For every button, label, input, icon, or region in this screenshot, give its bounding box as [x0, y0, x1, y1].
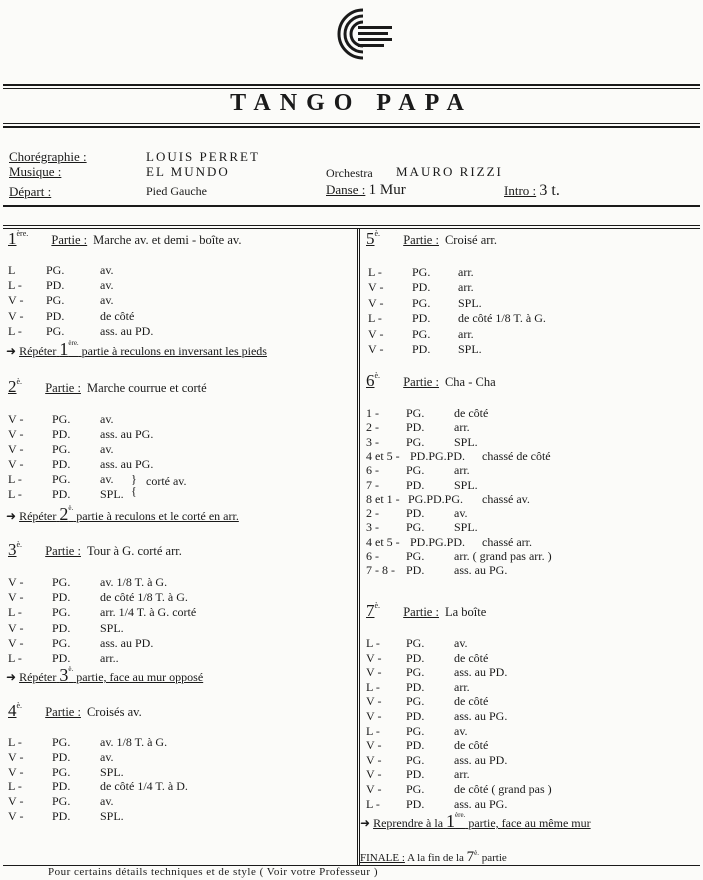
step-count: V -	[8, 794, 24, 809]
step-foot: PD.PG.PD.	[410, 534, 466, 549]
step-action: arr.	[458, 326, 474, 341]
step-count: L	[8, 263, 16, 277]
step-foot: PG.	[406, 463, 425, 478]
step-foot: PG.	[406, 782, 425, 796]
step-count: V -	[368, 326, 384, 341]
step-foot: PG.	[412, 265, 431, 279]
step-count: V -	[366, 665, 382, 680]
step-foot: PD.	[406, 679, 425, 694]
title-rule-bottom	[3, 123, 700, 124]
step-action: arr..	[100, 651, 119, 665]
section-2-heading: $2^{è.}$ Partie : Marche courrue et corté	[8, 377, 207, 396]
step-action: ass. au PG.	[454, 796, 508, 811]
step-count: 7 -	[366, 477, 379, 492]
step-count: V -	[366, 694, 382, 709]
finale-label: FINALE :	[360, 852, 405, 864]
step-action: de côté	[100, 308, 135, 323]
intro-field: Intro : 3 t.	[504, 182, 560, 199]
step-action: av. 1/8 T. à G.	[100, 735, 168, 749]
danse-field: Danse : 1 Mur	[326, 182, 406, 198]
step-foot: PG.	[406, 549, 425, 563]
step-count: V -	[8, 575, 24, 589]
step-action: de côté	[454, 694, 489, 709]
depart-label: Départ :	[9, 184, 52, 199]
finale-note: FINALE : A la fin de la $7^{è.}$ partie	[360, 849, 507, 865]
step-count: V -	[8, 590, 24, 605]
step-count: V -	[368, 295, 384, 310]
section-7-repeat: ➜ Reprendre à la $1^{ère.}$ partie, face au même mur	[360, 811, 591, 831]
step-action: ass. au PD.	[454, 665, 508, 680]
step-count: 1 -	[366, 406, 379, 420]
step-foot: PG.	[46, 323, 65, 338]
step-action: ass. au PG.	[100, 427, 154, 441]
step-count: 2 -	[366, 420, 379, 435]
corte-bracket: } {	[131, 472, 137, 498]
step-count: 7 - 8 -	[366, 563, 395, 578]
step-count: 6 -	[366, 463, 379, 478]
step-action: arr. ( grand pas arr. )	[454, 549, 552, 563]
step-action: ass. au PD.	[100, 323, 154, 338]
step-foot: PD.	[406, 709, 425, 723]
step-foot: PD.	[52, 590, 71, 605]
step-count: V -	[8, 620, 24, 635]
step-foot: PD.	[52, 809, 71, 823]
step-count: V -	[366, 650, 382, 665]
step-foot: PG.	[412, 295, 431, 310]
step-count: L -	[366, 723, 380, 738]
step-action: arr.	[458, 265, 474, 279]
step-count: L -	[8, 278, 22, 293]
section-2-repeat: ➜ Répéter $2^{è.}$ partie à reculons et le corté en arr.	[6, 504, 239, 524]
step-action: de côté 1/8 T. à G.	[100, 590, 188, 605]
step-count: L -	[8, 735, 22, 749]
step-action: arr.	[454, 767, 470, 782]
step-count: V -	[8, 442, 24, 456]
step-foot: PG.	[406, 694, 425, 709]
step-action: SPL.	[100, 487, 124, 501]
step-count: 2 -	[366, 506, 379, 521]
page-title: TANGO PAPA	[230, 90, 473, 116]
step-count: V -	[8, 293, 24, 308]
step-count: V -	[366, 767, 382, 782]
step-foot: PG.	[52, 442, 71, 456]
step-foot: PG.	[52, 764, 71, 779]
orchestra-value: MAURO RIZZI	[396, 164, 503, 179]
step-count: V -	[366, 752, 382, 767]
step-foot: PG.	[52, 735, 71, 749]
section-3-heading: $3^{è.}$ Partie : Tour à G. corté arr.	[8, 540, 182, 559]
step-count: 6 -	[366, 549, 379, 563]
step-count: L -	[368, 265, 382, 279]
step-foot: PG.	[52, 412, 71, 426]
step-foot: PD.	[46, 278, 65, 293]
step-foot: PG.	[52, 575, 71, 589]
step-foot: PD.	[52, 487, 71, 501]
step-foot: PD.	[46, 308, 65, 323]
step-action: SPL.	[454, 520, 478, 535]
step-action: av.	[100, 442, 114, 456]
section-1-repeat: ➜ Répéter $1^{ère.}$ partie à reculons en inversant les pieds	[6, 339, 267, 359]
step-foot: PD.	[406, 650, 425, 665]
step-action: de côté	[454, 650, 489, 665]
music-label: Musique :	[9, 164, 62, 179]
step-foot: PG.	[46, 293, 65, 308]
step-foot: PG.	[406, 636, 425, 650]
step-count: V -	[8, 308, 24, 323]
step-action: arr.	[454, 463, 470, 478]
step-foot: PD.	[52, 779, 71, 794]
step-foot: PD.PG.PD.	[410, 448, 466, 463]
step-foot: PD.	[406, 738, 425, 753]
step-action: av.	[100, 749, 114, 764]
step-foot: PD.	[406, 477, 425, 492]
step-foot: PD.	[406, 563, 425, 578]
step-action: av.	[100, 278, 114, 293]
step-action: arr.	[458, 280, 474, 295]
step-foot: PD.	[406, 420, 425, 435]
step-action: ass. au PG.	[454, 563, 508, 578]
step-action: chassé de côté	[482, 448, 551, 463]
step-foot: PD.	[406, 767, 425, 782]
step-action: av.	[454, 723, 468, 738]
step-count: V -	[8, 457, 24, 471]
step-foot: PG.	[46, 263, 65, 277]
step-action: SPL.	[458, 295, 482, 310]
step-count: 3 -	[366, 520, 379, 535]
step-foot: PG.	[406, 723, 425, 738]
section-5-heading: $5^{è.}$ Partie : Croisé arr.	[366, 229, 498, 248]
music-value: EL MUNDO	[146, 164, 230, 179]
step-action: SPL.	[100, 620, 124, 635]
step-count: L -	[368, 311, 382, 326]
step-foot: PG.	[406, 434, 425, 449]
step-action: arr. 1/4 T. à G. corté	[100, 605, 197, 620]
step-count: V -	[368, 342, 384, 356]
step-foot: PD.	[412, 280, 431, 295]
column-divider	[357, 228, 358, 866]
step-count: V -	[366, 782, 382, 796]
step-action: ass. au PD.	[100, 635, 154, 650]
step-action: av.	[100, 263, 114, 277]
step-action: chassé av.	[482, 491, 530, 506]
step-foot: PD.	[406, 796, 425, 811]
step-action: arr.	[454, 420, 470, 435]
footer-note: Pour certains détails techniques et de style ( Voir votre Professeur )	[48, 866, 378, 878]
step-foot: PG.	[52, 794, 71, 809]
step-count: L -	[8, 779, 22, 794]
step-action: SPL.	[454, 434, 478, 449]
title-rule-top2	[3, 88, 700, 89]
step-action: SPL.	[458, 342, 482, 356]
step-foot: PD.	[406, 506, 425, 521]
step-foot: PD.	[52, 427, 71, 441]
step-action: SPL.	[454, 477, 478, 492]
step-count: V -	[368, 280, 384, 295]
step-count: 3 -	[366, 434, 379, 449]
depart-value: Pied Gauche	[146, 184, 207, 198]
step-foot: PG.	[52, 635, 71, 650]
choreo-label: Chorégraphie :	[9, 149, 87, 164]
step-action: SPL.	[100, 809, 124, 823]
orchestra-label: Orchestra	[326, 166, 373, 180]
step-action: chassé arr.	[482, 534, 532, 549]
step-count: L -	[366, 679, 380, 694]
section-4-heading: $4^{è.}$ Partie : Croisés av.	[8, 701, 142, 720]
step-count: V -	[8, 809, 24, 823]
step-count: L -	[366, 636, 380, 650]
step-count: V -	[8, 412, 24, 426]
step-count: V -	[8, 764, 24, 779]
step-action: de côté 1/4 T. à D.	[100, 779, 188, 794]
step-count: V -	[366, 709, 382, 723]
section-6-heading: $6^{è.}$ Partie : Cha - Cha	[366, 371, 496, 390]
step-action: ass. au PG.	[100, 457, 154, 471]
step-action: de côté	[454, 738, 489, 753]
intro-value: 3 t.	[539, 182, 560, 199]
section-1-heading: $1^{ère.}$ Partie : Marche av. et demi - boîte av.	[8, 229, 242, 248]
step-action: ass. au PD.	[454, 752, 508, 767]
step-foot: PG.	[52, 605, 71, 620]
step-foot: PD.	[412, 342, 431, 356]
step-count: 4 et 5 -	[366, 448, 400, 463]
corte-note: corté av.	[146, 474, 187, 488]
step-action: SPL.	[100, 764, 124, 779]
column-divider-2	[359, 228, 360, 866]
step-count: L -	[8, 651, 22, 665]
step-count: L -	[8, 487, 22, 501]
choreo-value: LOUIS PERRET	[146, 149, 260, 164]
step-foot: PG.	[412, 326, 431, 341]
step-action: de côté ( grand pas )	[454, 782, 552, 796]
step-foot: PD.	[52, 620, 71, 635]
step-count: L -	[366, 796, 380, 811]
step-foot: PG.	[406, 752, 425, 767]
step-foot: PD.	[52, 749, 71, 764]
step-foot: PD.	[52, 651, 71, 665]
step-foot: PG.	[406, 665, 425, 680]
step-action: ass. au PG.	[454, 709, 508, 723]
danse-value: 1 Mur	[368, 182, 406, 198]
step-count: V -	[8, 635, 24, 650]
step-foot: PG.	[52, 472, 71, 486]
step-action: av.	[100, 472, 114, 486]
body-rule-top	[3, 225, 700, 226]
step-action: av.	[100, 293, 114, 308]
title-rule-top	[3, 84, 700, 86]
step-action: av.	[454, 506, 468, 521]
step-action: av.	[100, 794, 114, 809]
header-rule	[3, 205, 700, 207]
step-count: V -	[8, 427, 24, 441]
step-count: 8 et 1 -	[366, 491, 400, 506]
step-action: av. 1/8 T. à G.	[100, 575, 168, 589]
step-count: L -	[8, 472, 22, 486]
section-7-heading: $7^{è.}$ Partie : La boîte	[366, 601, 487, 620]
step-foot: PG.	[406, 520, 425, 535]
step-count: L -	[8, 323, 22, 338]
step-action: de côté 1/8 T. à G.	[458, 311, 546, 326]
step-count: V -	[366, 738, 382, 753]
step-foot: PD.	[52, 457, 71, 471]
step-count: 4 et 5 -	[366, 534, 400, 549]
title-rule-bottom2	[3, 126, 700, 128]
step-count: L -	[8, 605, 22, 620]
section-3-repeat: ➜ Répéter $3^{è.}$ partie, face au mur opposé	[6, 665, 204, 685]
step-action: av.	[454, 636, 468, 650]
step-action: av.	[100, 412, 114, 426]
step-action: de côté	[454, 406, 489, 420]
step-action: arr.	[454, 679, 470, 694]
club-logo	[330, 6, 396, 62]
step-count: V -	[8, 749, 24, 764]
step-foot: PG.	[406, 406, 425, 420]
step-foot: PG.PD.PG.	[408, 491, 464, 506]
step-foot: PD.	[412, 311, 431, 326]
